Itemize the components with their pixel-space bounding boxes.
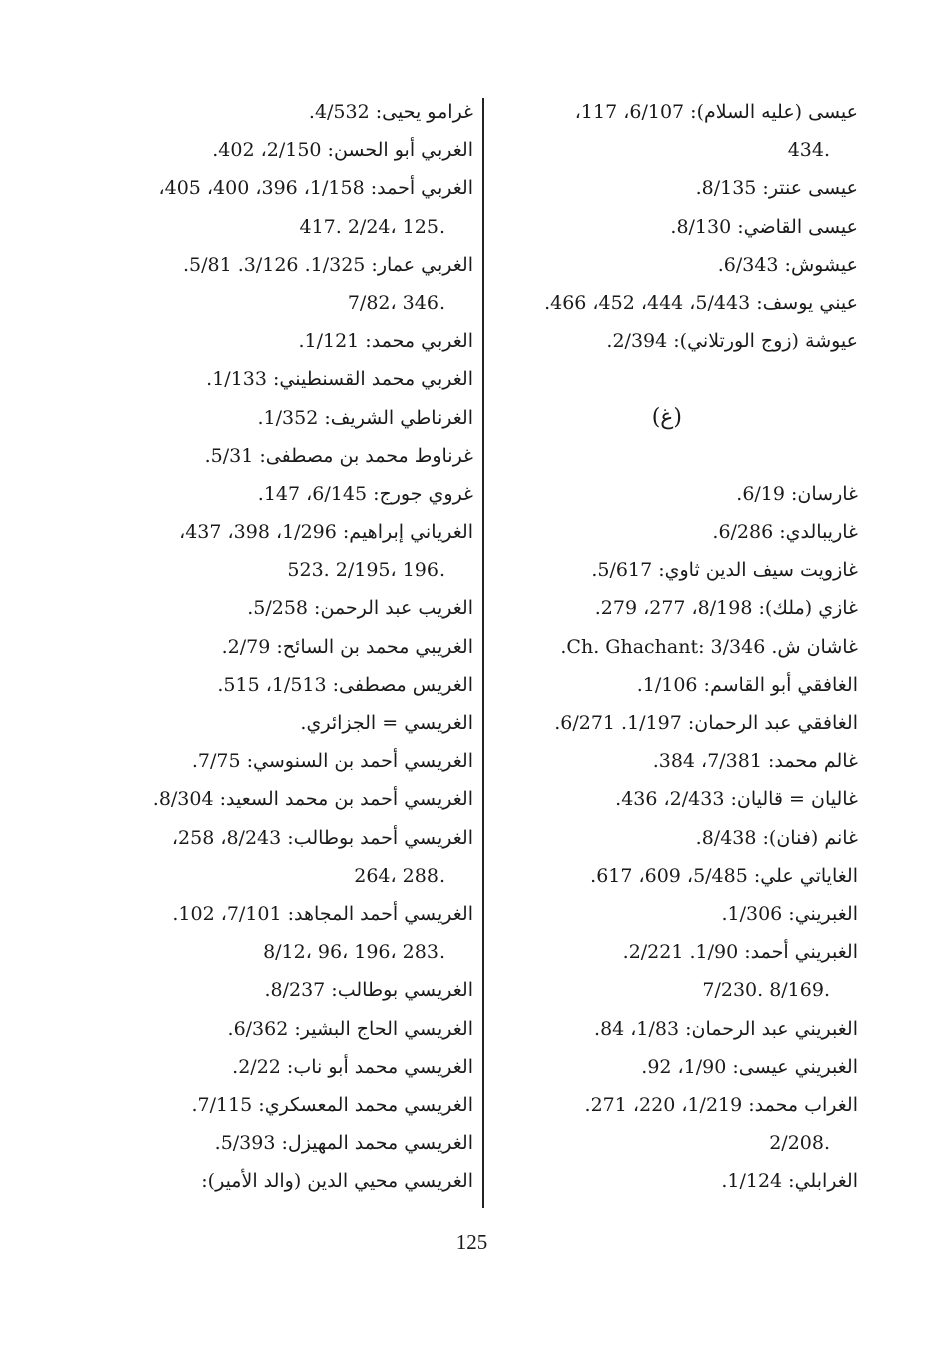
index-entry: الغريسي محمد أبو ناب: 2/22. [232, 1055, 473, 1078]
index-entry: الغريسي محمد المهيزل: 5/393. [214, 1132, 473, 1155]
index-entry: الغافقي أبو القاسم: 1/106. [636, 673, 858, 696]
index-entry: غازي (ملك): 8/198، 277، 279. [594, 597, 858, 620]
index-entry: الغريبي محمد بن السائح: 2/79. [221, 635, 473, 658]
index-entry: عيشوش: 6/343. [717, 253, 858, 276]
index-entry: الغراب محمد: 1/219، 220، 271. [584, 1093, 858, 1116]
index-entry-continuation: 2/208. [769, 1132, 830, 1155]
index-entry: الغبريني عبد الرحمان: 1/83، 84. [594, 1017, 858, 1040]
index-entry-continuation: 523. 2/195، 196. [287, 559, 445, 582]
index-entry: الغبريني عيسى: 1/90، 92. [641, 1055, 858, 1078]
index-column-right [498, 93, 858, 1200]
index-entry: غرامو يحيى: 4/532. [308, 101, 473, 123]
index-entry: الغريسي أحمد بوطالب: 8/243، 258، [171, 826, 473, 849]
index-entry: الغريسي أحمد بن السنوسي: 7/75. [191, 750, 473, 773]
index-entry-continuation: 417. 2/24، 125. [299, 215, 445, 238]
index-entry: غاشان ش. Ch. Ghachant: 3/346. [560, 635, 858, 658]
index-entry: عيني يوسف: 5/443، 444، 452، 466. [544, 291, 858, 314]
index-entry: غالم محمد: 7/381، 384. [652, 750, 858, 773]
index-entry: غرناوط محمد بن مصطفى: 5/31. [204, 444, 473, 467]
index-entry-continuation: 8/12، 96، 196، 283. [263, 941, 445, 964]
index-entry: غارسان: 6/19. [736, 482, 858, 505]
index-entry: الغربي أحمد: 1/158، 396، 400، 405، [158, 177, 473, 200]
column-divider [482, 98, 484, 1208]
index-entry: غروي جورج: 6/145، 147. [257, 482, 473, 505]
index-entry: الغريسي أحمد المجاهد: 7/101، 102. [172, 902, 473, 925]
index-entry: الغريسي بوطالب: 8/237. [264, 979, 473, 1002]
index-entry: الغربي محمد القسنطيني: 1/133. [206, 368, 473, 391]
index-entry: الغربي أبو الحسن: 2/150، 402. [212, 139, 473, 162]
page-number: 125 [455, 1230, 488, 1254]
spacer [498, 437, 858, 475]
index-column-left [113, 93, 473, 1200]
index-entry: الغريسي أحمد بن محمد السعيد: 8/304. [152, 788, 473, 811]
spacer [498, 360, 858, 398]
index-entry: الغرناطي الشريف: 1/352. [257, 406, 473, 429]
index-entry: الغربي محمد: 1/121. [298, 330, 473, 353]
index-entry: الغربي عمار: 1/325. 3/126. 5/81. [182, 253, 473, 276]
index-entry: الغاياتي علي: 5/485، 609، 617. [590, 864, 858, 887]
index-entry: الغبريني أحمد: 1/90. 2/221. [622, 941, 858, 964]
index-entry-continuation: 264، 288. [354, 864, 445, 887]
index-entry: الغرابلي: 1/124. [721, 1170, 858, 1193]
index-entry: الغرياني إبراهيم: 1/296، 398، 437، [179, 521, 473, 544]
letter-heading: (غ) [651, 404, 682, 430]
index-entry: الغريسي = الجزائري. [300, 712, 473, 734]
index-entry: عيسى القاضي: 8/130. [670, 215, 858, 238]
index-entry: عيسى عنتر: 8/135. [695, 177, 858, 200]
index-entry: عيسى (عليه السلام): 6/107، 117، [574, 101, 858, 123]
index-entry: غاريبالدي: 6/286. [712, 521, 858, 544]
index-entry: الغريسي محمد المعسكري: 7/115. [191, 1093, 473, 1116]
index-entry: الغبريني: 1/306. [721, 902, 858, 925]
index-entry: الغريب عبد الرحمن: 5/258. [247, 597, 473, 620]
index-entry-continuation: 434. [787, 139, 830, 162]
index-entry: الغريسي محيي الدين (والد الأمير): [201, 1170, 473, 1193]
index-entry: الغريسي الحاج البشير: 6/362. [227, 1017, 473, 1040]
index-entry-continuation: 7/230. 8/169. [702, 979, 830, 1002]
index-entry-continuation: 7/82، 346. [347, 291, 445, 314]
index-entry: عيوشة (زوج الورتلاني): 2/394. [606, 330, 858, 353]
index-entry: غازويت سيف الدين ثاوي: 5/617. [591, 559, 858, 582]
index-entry: الغافقي عبد الرحمان: 1/197. 6/271. [554, 712, 858, 734]
index-entry: غانم (فنان): 8/438. [695, 826, 858, 849]
index-entry: غاليان = قاليان: 2/433، 436. [615, 788, 858, 811]
index-entry: الغريس مصطفى: 1/513، 515. [217, 673, 473, 696]
